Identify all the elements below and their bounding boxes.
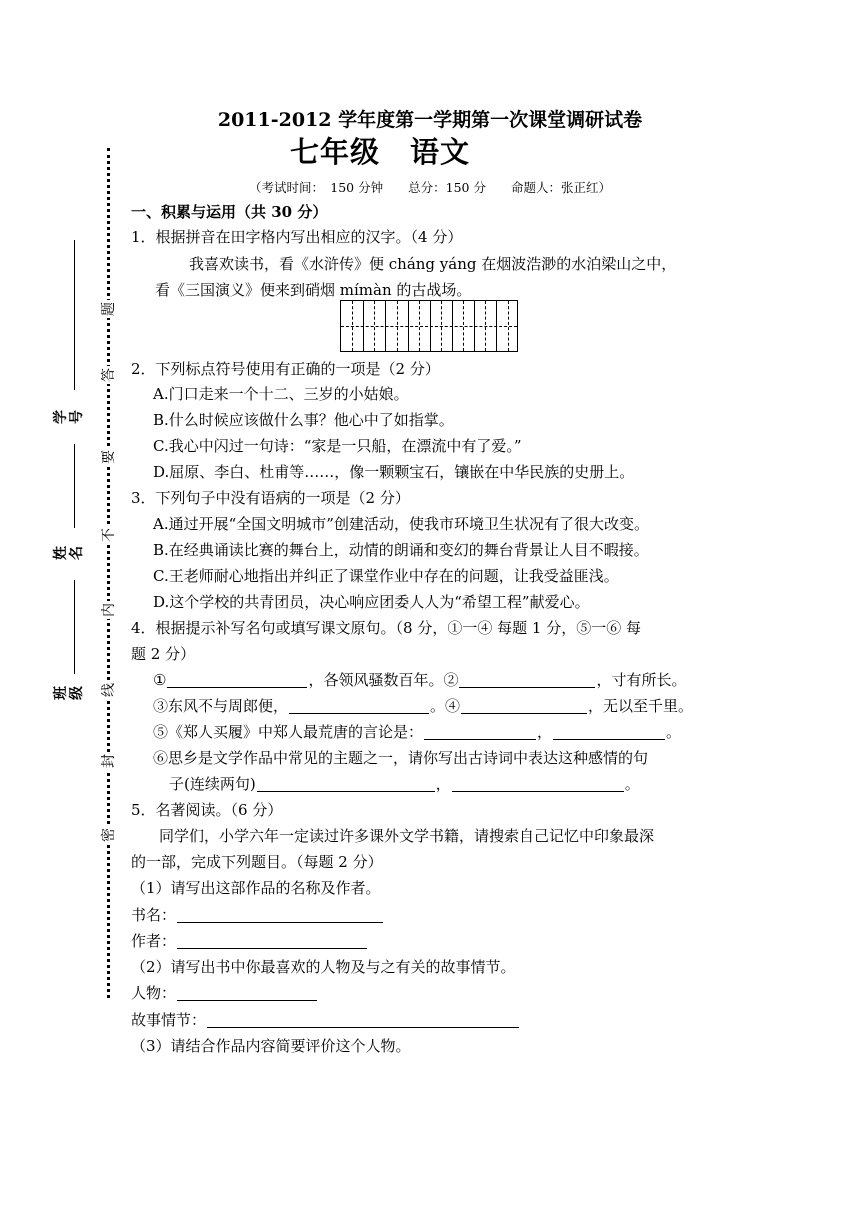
q4-a6-line1: ⑥思乡是文学作品中常见的主题之一，请你写出古诗词中表达这种感情的句 [153,749,649,767]
q5-plot-row [131,1009,520,1031]
q4-a5-mid: ， [537,723,553,741]
q5-author-row [131,930,368,952]
q1-text-line1: 我喜欢读书，看《水浒传》便 cháng yáng 在烟波浩渺的水泊梁山之中， [189,255,677,273]
character-label: 人物： [131,984,177,1002]
q2-option-b: B.什么时候应该做什么事？他心中了如指掌。 [153,411,454,429]
exam-subtitle: 七年级 语文 [290,135,471,169]
q4-blank-2[interactable] [459,671,595,688]
q4-blank-4[interactable] [461,697,587,714]
q5-sub3: （3）请结合作品内容简要评价这个人物。 [131,1037,411,1055]
q4-a6-mid: ， [435,775,451,793]
q2-stem: 2．下列标点符号使用有正确的一项是（2 分） [131,360,440,378]
author-blank[interactable] [177,932,367,949]
q4-row3 [153,721,681,743]
q5-stem: 5．名著阅读。（6 分） [131,801,283,819]
class-line[interactable] [74,580,75,674]
q1-text-line2: 看《三国演义》便来到硝烟 mímàn 的古战场。 [155,281,472,299]
exam-info: （考试时间： 150 分钟 总分：150 分 命题人：张正红） [249,180,611,195]
q5-book-row [131,904,384,926]
seal-dotted-line [107,148,110,998]
q4-blank-5[interactable] [424,723,536,740]
q4-a4-tail: ，无以至千里。 [588,697,694,715]
q4-row4 [169,773,640,795]
q4-a1-tail: ，各领风骚数百年。② [308,671,459,689]
seal-char-1: 题 [101,302,117,316]
name-line[interactable] [74,444,75,528]
q4-a3-tail: 。④ [430,697,461,715]
q2-option-d: D.屈原、李白、杜甫等……，像一颗颗宝石，镶嵌在中华民族的史册上。 [153,463,635,481]
q4-blank-1[interactable] [167,671,307,688]
q5-intro-line2: 的一部，完成下列题目。（每题 2 分） [131,853,383,871]
q3-option-a: A.通过开展“全国文明城市”创建活动，使我市环境卫生状况有了很大改变。 [153,515,649,533]
q5-sub1: （1）请写出这部作品的名称及作者。 [131,879,381,897]
q4-blank-7[interactable] [257,775,435,792]
seal-char-5: 内 [101,603,117,617]
q4-blank-8[interactable] [452,775,624,792]
q4-a5-label: ⑤《郑人买履》中郑人最荒唐的言论是： [153,723,424,741]
q4-a6-tail: 。 [624,775,640,793]
seal-char-8: 密 [101,828,117,842]
q4-a1-label: ① [153,671,167,689]
q3-option-c: C.王老师耐心地指出并纠正了课堂作业中存在的问题，让我受益匪浅。 [153,567,619,585]
q4-blank-3[interactable] [289,697,429,714]
q4-a5-tail: 。 [666,723,682,741]
book-label: 书名： [131,906,177,924]
seal-char-6: 线 [101,683,117,697]
plot-blank[interactable] [207,1011,519,1028]
q4-blank-6[interactable] [553,723,665,740]
q2-option-a: A.门口走来一个十二、三岁的小姑娘。 [153,385,409,403]
q1-stem: 1．根据拼音在田字格内写出相应的汉字。（4 分） [131,228,463,246]
exam-title: 2011-2012 学年度第一学期第一次课堂调研试卷 [217,109,643,131]
q4-row2 [153,695,693,717]
q3-option-b: B.在经典诵读比赛的舞台上，动情的朗诵和变幻的舞台背景让人目不暇接。 [153,541,649,559]
seal-char-2: 答 [101,368,117,382]
q3-option-d: D.这个学校的共青团员，决心响应团委人人为“希望工程”献爱心。 [153,593,590,611]
q4-a6-line2: 子(连续两句) [169,775,256,793]
q5-sub2: （2）请写出书中你最喜欢的人物及与之有关的故事情节。 [131,958,516,976]
plot-label: 故事情节： [131,1011,207,1029]
tianzige-grid[interactable] [340,300,518,352]
q4-stem-line1: 4．根据提示补写名句或填写课文原句。（8 分，①一④ 每题 1 分，⑤一⑥ 每 [131,619,641,637]
student-id-label: 学号 [53,410,85,424]
seal-char-3: 要 [101,450,117,464]
class-label: 班级 [53,686,85,700]
character-blank[interactable] [177,984,317,1001]
q5-character-row [131,982,318,1004]
seal-char-4: 不 [101,528,117,542]
seal-char-7: 封 [101,754,117,768]
section-heading: 一、积累与运用（共 30 分） [131,203,328,221]
q4-a3-label: ③东风不与周郎便， [153,697,289,715]
q4-a2-tail: ，寸有所长。 [596,671,687,689]
q3-stem: 3．下列句子中没有语病的一项是（2 分） [131,489,410,507]
q4-row1 [153,669,686,691]
q5-intro-line1: 同学们，小学六年一定读过许多课外文学书籍，请搜索自己记忆中印象最深 [159,827,655,845]
author-label: 作者： [131,932,177,950]
name-label: 姓名 [53,546,85,560]
q2-option-c: C.我心中闪过一句诗：“家是一只船，在漂流中有了爱。” [153,437,522,455]
q4-stem-line2: 题 2 分） [131,645,196,663]
student-id-line[interactable] [74,240,75,390]
book-blank[interactable] [177,906,383,923]
